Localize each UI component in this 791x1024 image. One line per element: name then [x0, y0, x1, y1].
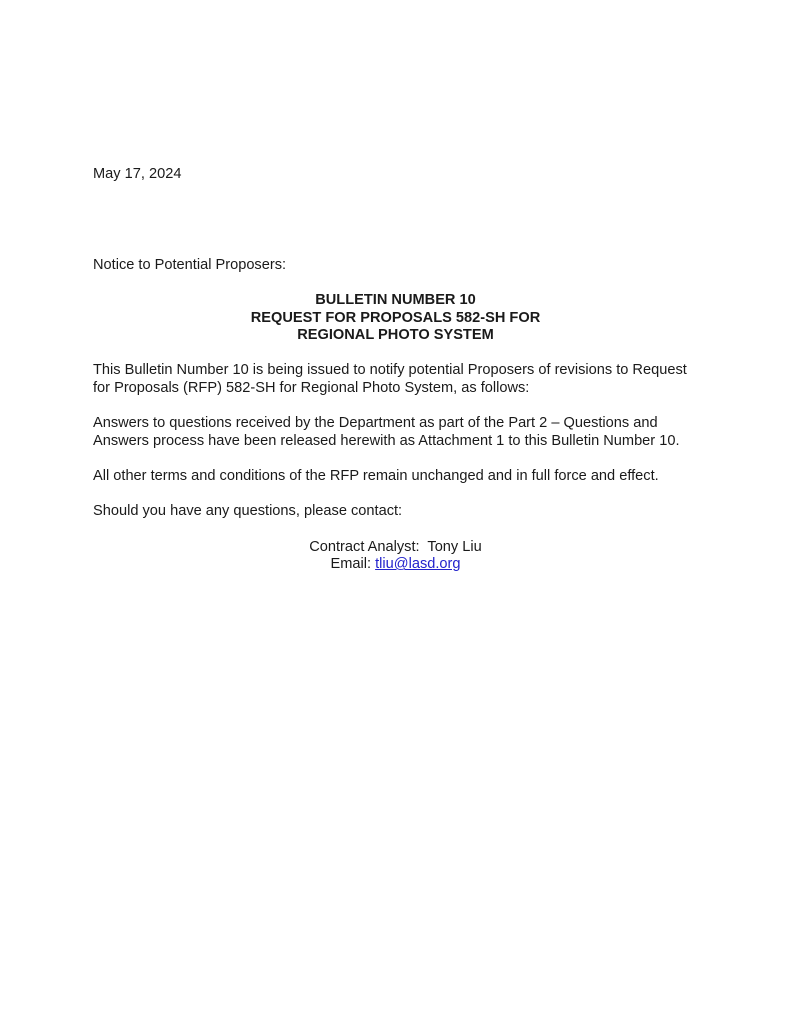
paragraph-questions-contact: Should you have any questions, please contact: [93, 502, 403, 519]
email-label: Email: [330, 556, 376, 573]
salutation: Notice to Potential Proposers: [93, 256, 287, 273]
bulletin-heading-line-1: BULLETIN NUMBER 10 [315, 292, 476, 309]
letter-date: May 17, 2024 [93, 166, 182, 182]
paragraph-terms-unchanged: All other terms and conditions of the RFP remain unchanged and in full force and effect. [93, 468, 659, 485]
bulletin-heading-line-3: REGIONAL PHOTO SYSTEM [297, 327, 494, 344]
contact-analyst-line: Contract Analyst: Tony Liu [309, 538, 482, 555]
paragraph-revisions-notice: This Bulletin Number 10 is being issued to notify potential Proposers of revisions to Request for Proposals (RFP) 582-SH for Regional Photo System, as follows: [93, 361, 687, 396]
bulletin-heading [93, 292, 698, 345]
contact-block [93, 539, 698, 574]
email-link[interactable]: tliu@lasd.org [375, 556, 461, 573]
bulletin-heading-line-2: REQUEST FOR PROPOSALS 582-SH FOR [250, 309, 541, 326]
paragraph-answers-released: Answers to questions received by the Department as part of the Part 2 – Questions and Answers process have been released herewith as Attachment 1 to this Bulletin Number 10. [93, 415, 680, 449]
contact-email-line [93, 556, 698, 574]
